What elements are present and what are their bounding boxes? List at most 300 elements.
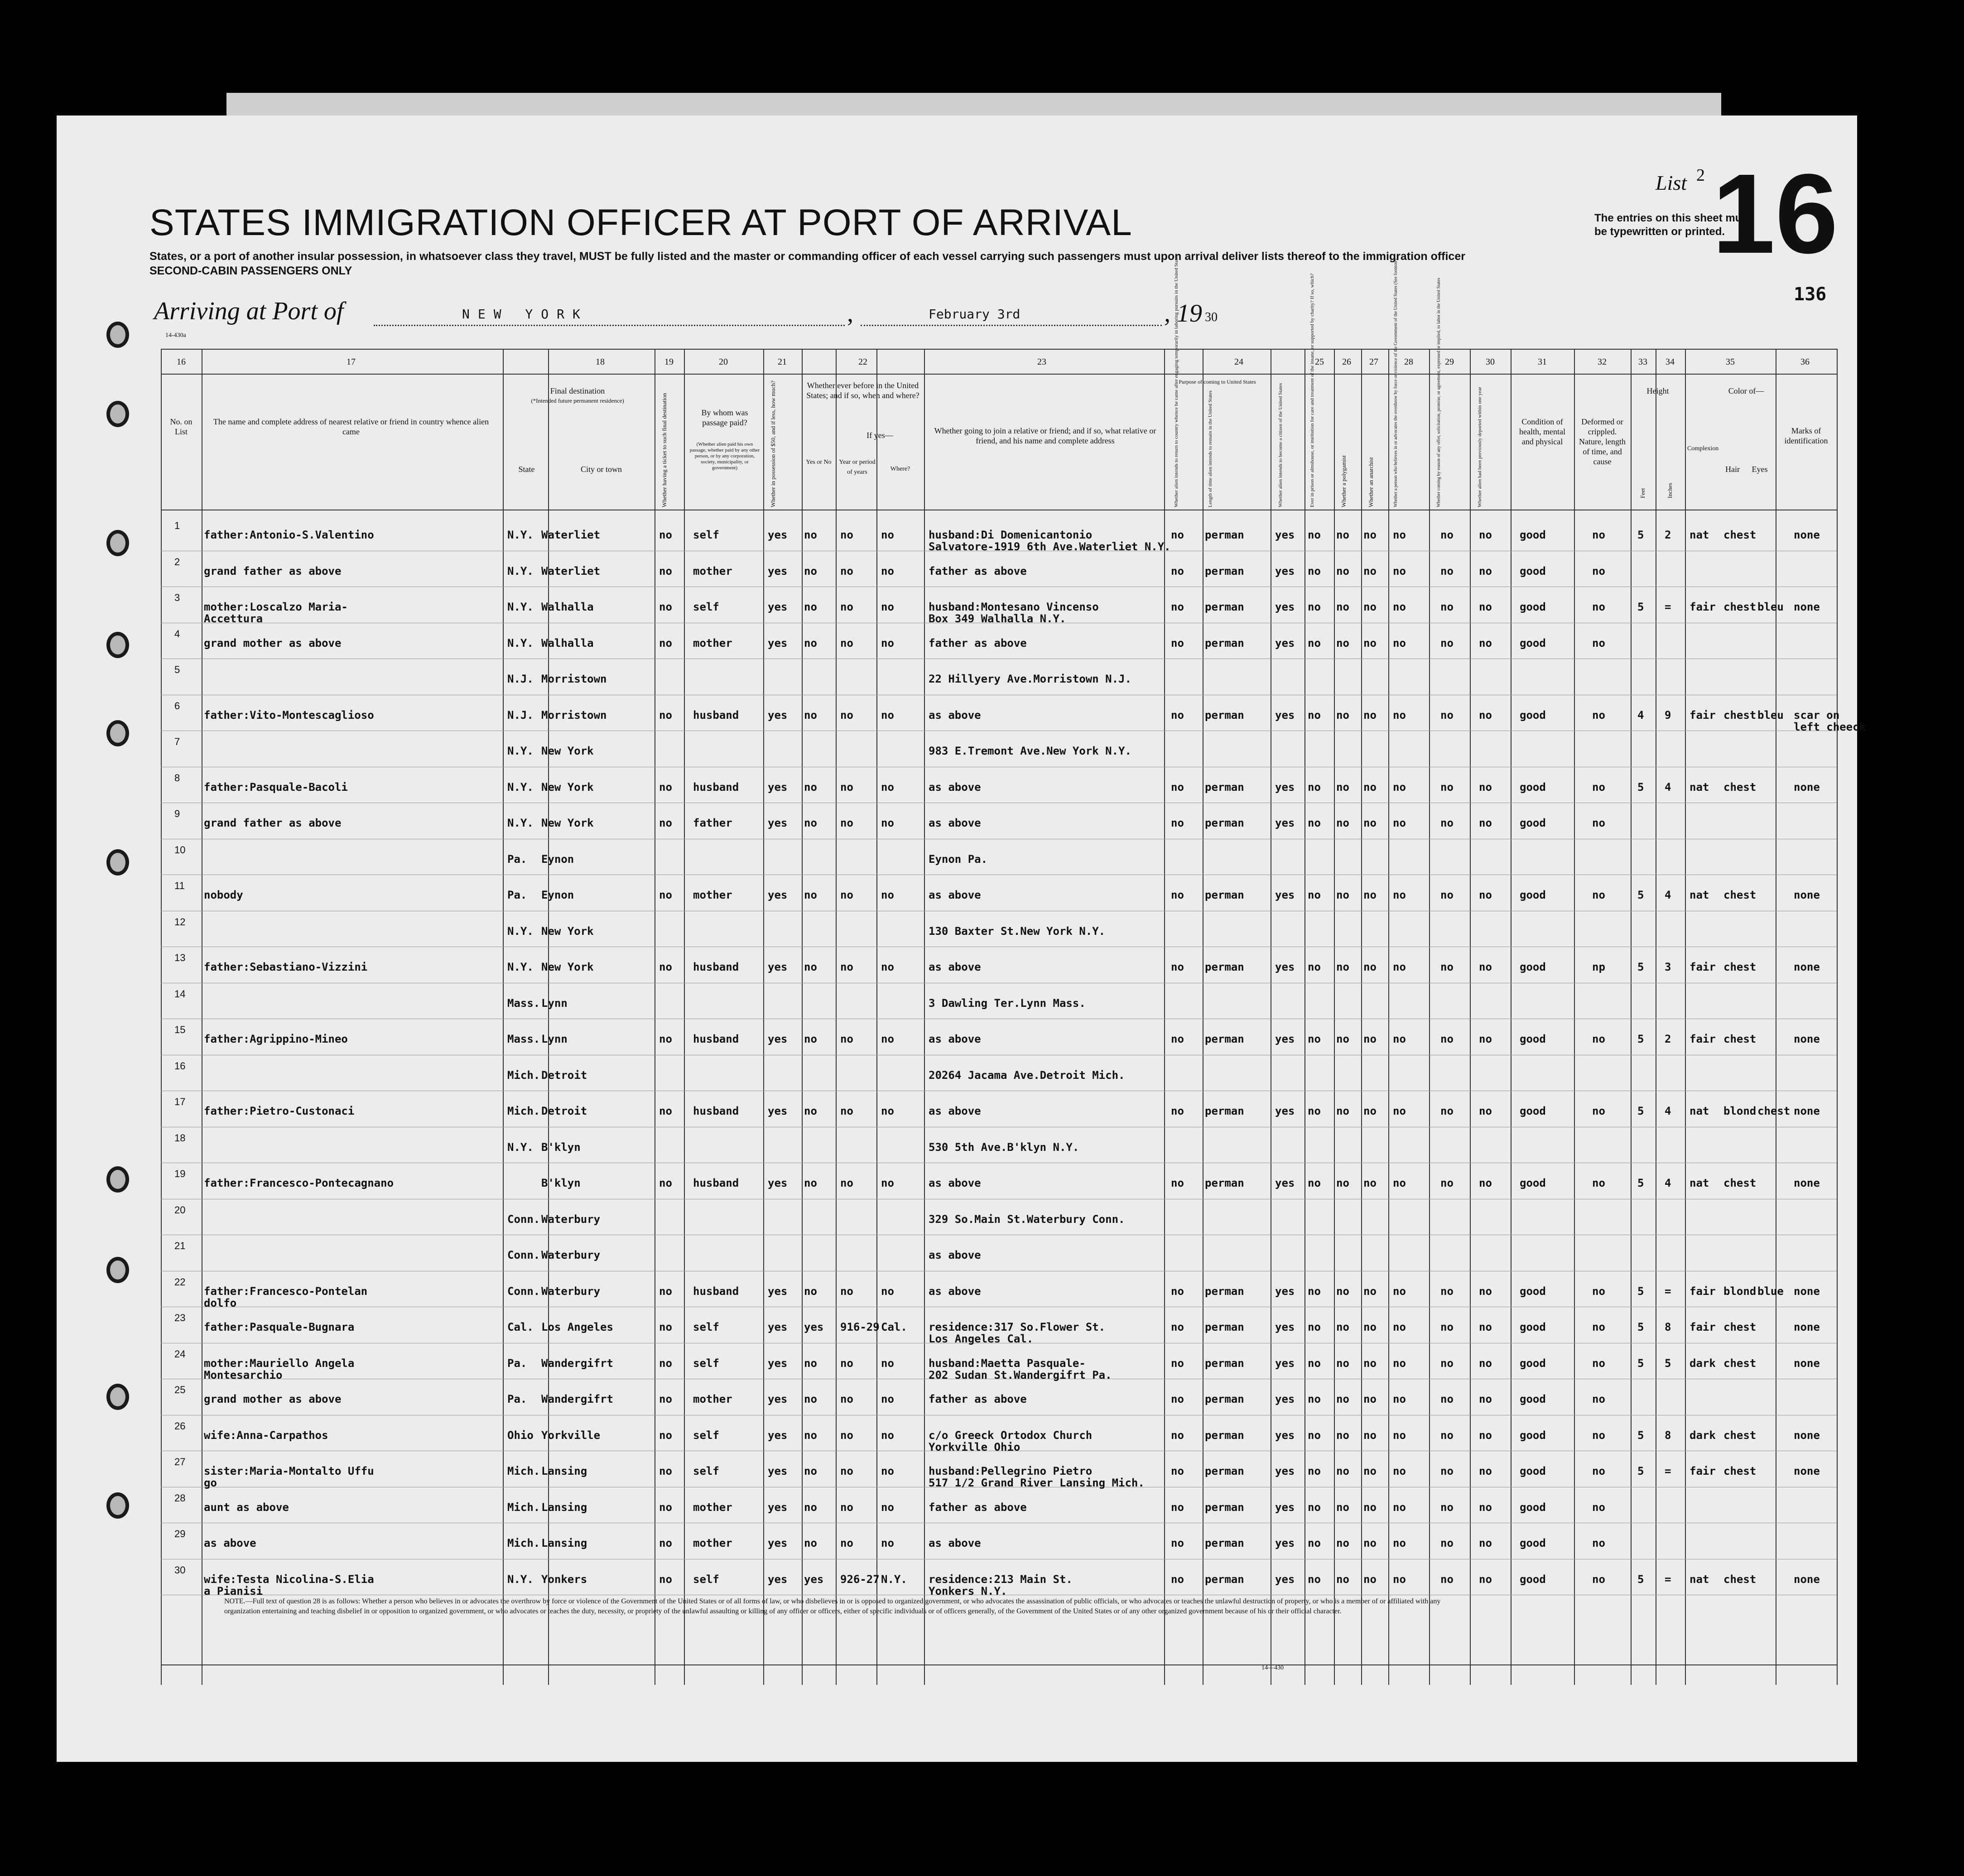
table-row: [161, 1453, 1837, 1489]
cell-c: no: [1363, 1429, 1377, 1442]
cell-mk: none: [1794, 1429, 1820, 1442]
cell-m: yes: [768, 961, 788, 973]
cell-city: New York: [541, 961, 594, 973]
cell-f: no: [1479, 1177, 1492, 1189]
cell-b: no: [1336, 708, 1349, 722]
cell-b: no: [1336, 1501, 1349, 1514]
cell-f: no: [1479, 1356, 1492, 1370]
cell-m: yes: [768, 1573, 788, 1586]
row-number: 28: [174, 1492, 186, 1504]
cell-wh: Cal.: [881, 1321, 907, 1333]
cell-pay: mother: [693, 889, 732, 901]
row-number: 24: [174, 1348, 186, 1360]
cell-e: no: [1440, 817, 1454, 829]
cell-d: no: [1393, 564, 1406, 577]
cell-m: yes: [768, 1465, 788, 1477]
table-row: [161, 1057, 1837, 1093]
row-number: 14: [174, 988, 186, 1000]
cell-ft: 5: [1637, 1573, 1644, 1586]
row-number: 4: [174, 628, 180, 640]
cell-in: 4: [1665, 1105, 1671, 1117]
cell-wh: no: [881, 1033, 894, 1045]
cell-df: no: [1592, 1501, 1605, 1514]
cell-ev: no: [804, 636, 817, 649]
cell-join: as above: [929, 1033, 981, 1045]
cell-df: np: [1592, 961, 1605, 973]
cell-p1: no: [1171, 780, 1184, 794]
cell-rel: grand mother as above: [204, 1393, 342, 1405]
cell-hl: good: [1520, 636, 1546, 649]
cell-join: as above: [929, 708, 981, 722]
cell-join: 20264 Jacama Ave.Detroit Mich.: [929, 1068, 1125, 1082]
cell-ev: no: [804, 1465, 817, 1477]
cell-m: yes: [768, 529, 788, 541]
cell-join-line2: Box 349 Walhalla N.Y.: [929, 612, 1066, 625]
cell-ft: 5: [1637, 889, 1644, 901]
row-number: 30: [174, 1564, 186, 1576]
cell-ev: no: [804, 1033, 817, 1045]
cell-st: Pa.: [507, 1393, 527, 1405]
cell-p3: yes: [1275, 1429, 1295, 1442]
row-number: 10: [174, 844, 186, 856]
row-number: 23: [174, 1312, 186, 1323]
cell-ev: no: [804, 1537, 817, 1549]
cell-join: husband:Pellegrino Pietro: [929, 1465, 1093, 1477]
cell-cx: fair: [1690, 1321, 1716, 1333]
cell-ev: no: [804, 529, 817, 541]
header-passage-note: (Whether alien paid his own passage, whether paid by any other person, or by any corporation, society, municipality, or government): [689, 442, 760, 471]
cell-m: yes: [768, 1284, 788, 1298]
punch-hole: [106, 632, 129, 658]
cell-hr: chest: [1723, 529, 1757, 541]
cell-st: N.Y.: [507, 636, 534, 649]
cell-pay: mother: [693, 1537, 732, 1549]
colnum: 32: [1598, 357, 1607, 367]
row-number: 8: [174, 772, 180, 784]
cell-hl: good: [1520, 817, 1546, 829]
cell-rel: father:Francesco-Pontecagnano: [204, 1177, 394, 1189]
cell-rel: father:Francesco-Pontelan: [204, 1284, 368, 1298]
cell-hr: chest: [1723, 708, 1757, 722]
arrival-port: NEW YORK: [462, 307, 588, 322]
cell-p2: perman: [1205, 1393, 1244, 1405]
cell-e: no: [1440, 780, 1454, 794]
cell-d: no: [1393, 601, 1406, 613]
cell-c: no: [1363, 1105, 1377, 1117]
cell-mk: scar on: [1794, 708, 1840, 722]
cell-hr: chest: [1723, 1356, 1757, 1370]
cell-c: no: [1363, 1321, 1377, 1333]
cell-tk: no: [659, 1284, 672, 1298]
cell-p1: no: [1171, 636, 1184, 649]
cell-yr: no: [840, 961, 853, 973]
cell-rel: wife:Testa Nicolina-S.Elia: [204, 1573, 374, 1586]
cell-city: Detroit: [541, 1105, 587, 1117]
cell-ey: bleu: [1757, 708, 1784, 722]
cell-join: husband:Di Domenicantonio: [929, 529, 1093, 541]
cell-d: no: [1393, 1105, 1406, 1117]
cell-f: no: [1479, 1573, 1492, 1586]
cell-pay: self: [693, 1429, 719, 1442]
cell-f: no: [1479, 961, 1492, 973]
cell-a: no: [1308, 1284, 1321, 1298]
cell-tk: no: [659, 1356, 672, 1370]
cell-st: N.J.: [507, 708, 534, 722]
header-relative: The name and complete address of nearest relative or friend in country whence alien came: [213, 417, 489, 436]
page-title: STATES IMMIGRATION OFFICER AT PORT OF ARRIVAL: [149, 202, 1132, 243]
cell-ev: yes: [804, 1573, 824, 1586]
cell-a: no: [1308, 1321, 1321, 1333]
cell-wh: no: [881, 1356, 894, 1370]
grid-line: [161, 1664, 1837, 1665]
cell-join: 983 E.Tremont Ave.New York N.Y.: [929, 745, 1131, 757]
cell-b: no: [1336, 1573, 1349, 1586]
cell-d: no: [1393, 1033, 1406, 1045]
header-where: Where?: [890, 466, 910, 472]
cell-hr: chest: [1723, 1429, 1757, 1442]
cell-pay: mother: [693, 636, 732, 649]
cell-a: no: [1308, 1177, 1321, 1189]
cell-st: N.J.: [507, 673, 534, 685]
table-row: [161, 1381, 1837, 1417]
cell-city: Waterbury: [541, 1249, 601, 1261]
cell-city: New York: [541, 780, 594, 794]
cell-join-line2: Los Angeles Cal.: [929, 1332, 1034, 1345]
cell-e: no: [1440, 1537, 1454, 1549]
punch-hole: [106, 1166, 129, 1193]
cell-p2: perman: [1205, 636, 1244, 649]
cell-join: 329 So.Main St.Waterbury Conn.: [929, 1212, 1125, 1226]
entries-note: The entries on this sheet must be typewritten or printed.: [1594, 212, 1752, 238]
cell-tk: no: [659, 1321, 672, 1333]
cell-ev: no: [804, 1105, 817, 1117]
cell-rel: aunt as above: [204, 1501, 289, 1514]
cell-join: as above: [929, 780, 981, 794]
cell-ft: 5: [1637, 1033, 1644, 1045]
cell-rel: grand father as above: [204, 564, 342, 577]
cell-f: no: [1479, 1321, 1492, 1333]
cell-ev: no: [804, 1284, 817, 1298]
cell-city: B'klyn: [541, 1177, 581, 1189]
cell-d: no: [1393, 1177, 1406, 1189]
cell-p1: no: [1171, 1393, 1184, 1405]
cell-join: c/o Greeck Ortodox Church: [929, 1429, 1093, 1442]
cell-st: N.Y.: [507, 780, 534, 794]
cell-ft: 5: [1637, 1321, 1644, 1333]
cell-cx: nat: [1690, 1105, 1709, 1117]
cell-ft: 5: [1637, 780, 1644, 794]
cell-a: no: [1308, 889, 1321, 901]
row-number: 17: [174, 1096, 186, 1107]
cell-b: no: [1336, 889, 1349, 901]
footnote: NOTE.—Full text of question 28 is as follows: Whether a person who believes in or advocates the overthrow by force or violence of the Government of the United States or of all forms of law, or who disbelieves in or is opposed to organized government, or who advocates the assassination of public officials, or who advocates or teaches the unlawful destruction of property, or who is a member of or affiliated with any organization entertaining and teaching disbelief in or opposition to organized government, or who advocates or teaches the duty, necessity, or propriety of the unlawful assaulting or killing of any officer or officers, either of specific individuals or of officers generally, of the Government of the United States or of any other organized government because of his or their official character.: [224, 1597, 1441, 1615]
cell-pay: self: [693, 529, 719, 541]
colnum: 21: [778, 357, 787, 367]
cell-e: no: [1440, 1321, 1454, 1333]
cell-tk: no: [659, 601, 672, 613]
cell-e: no: [1440, 1105, 1454, 1117]
cell-f: no: [1479, 1465, 1492, 1477]
cell-d: no: [1393, 1321, 1406, 1333]
cell-f: no: [1479, 636, 1492, 649]
row-number: 13: [174, 952, 186, 963]
row-number: 21: [174, 1240, 186, 1251]
colnum: 23: [1037, 357, 1046, 367]
cell-join-line2: Salvatore-1919 6th Ave.Waterliet N.Y.: [929, 540, 1171, 553]
cell-pay: mother: [693, 564, 732, 577]
cell-tk: no: [659, 708, 672, 722]
cell-d: no: [1393, 529, 1406, 541]
cell-p2: perman: [1205, 1537, 1244, 1549]
cell-pay: self: [693, 1321, 719, 1333]
punch-hole: [106, 720, 129, 746]
cell-yr: no: [840, 1105, 853, 1117]
cell-p3: yes: [1275, 529, 1295, 541]
cell-tk: no: [659, 1537, 672, 1549]
cell-join: as above: [929, 1284, 981, 1298]
header-hair: Hair: [1725, 465, 1740, 474]
cell-join: as above: [929, 889, 981, 901]
colnum: 33: [1638, 357, 1647, 367]
cell-p3: yes: [1275, 1573, 1295, 1586]
cell-b: no: [1336, 529, 1349, 541]
header-inches: Inches: [1666, 483, 1673, 498]
cell-in: 3: [1665, 961, 1671, 973]
colnum: 29: [1445, 357, 1454, 367]
cell-p1: no: [1171, 817, 1184, 829]
cell-e: no: [1440, 1465, 1454, 1477]
cell-e: no: [1440, 1284, 1454, 1298]
cell-wh: N.Y.: [881, 1573, 907, 1586]
cell-f: no: [1479, 564, 1492, 577]
cell-e: no: [1440, 1429, 1454, 1442]
cell-join: husband:Montesano Vincenso: [929, 601, 1099, 613]
cell-d: no: [1393, 1465, 1406, 1477]
colnum: 28: [1404, 357, 1413, 367]
cell-city: Los Angeles: [541, 1321, 613, 1333]
cell-p3: yes: [1275, 889, 1295, 901]
table-row: [161, 1417, 1837, 1453]
cell-e: no: [1440, 1356, 1454, 1370]
cell-city: Wandergifrt: [541, 1393, 613, 1405]
cell-in: 2: [1665, 529, 1671, 541]
cell-wh: no: [881, 1105, 894, 1117]
cell-p3: yes: [1275, 1284, 1295, 1298]
cell-m: yes: [768, 1356, 788, 1370]
cell-hl: good: [1520, 1356, 1546, 1370]
cell-rel: father:Pasquale-Bacoli: [204, 780, 348, 794]
colnum: 16: [177, 357, 186, 367]
cell-p2: perman: [1205, 1033, 1244, 1045]
cell-join-line2: 202 Sudan St.Wandergifrt Pa.: [929, 1368, 1112, 1381]
cell-join: as above: [929, 817, 981, 829]
grid-line: [161, 349, 1837, 350]
row-number: 29: [174, 1528, 186, 1539]
punch-hole: [106, 1384, 129, 1410]
cell-yr: no: [840, 1537, 853, 1549]
cell-p3: yes: [1275, 1177, 1295, 1189]
cell-p2: perman: [1205, 1356, 1244, 1370]
cell-c: no: [1363, 1537, 1377, 1549]
cell-m: yes: [768, 708, 788, 722]
cell-a: no: [1308, 1105, 1321, 1117]
cell-m: yes: [768, 780, 788, 794]
row-number: 26: [174, 1420, 186, 1432]
cell-df: no: [1592, 1105, 1605, 1117]
cell-p3: yes: [1275, 564, 1295, 577]
cell-a: no: [1308, 636, 1321, 649]
cell-st: Pa.: [507, 889, 527, 901]
cell-df: no: [1592, 889, 1605, 901]
cell-pay: mother: [693, 1393, 732, 1405]
cell-wh: no: [881, 889, 894, 901]
colnum: 19: [664, 357, 674, 367]
cell-p3: yes: [1275, 1393, 1295, 1405]
cell-st: N.Y.: [507, 745, 534, 757]
cell-join: 3 Dawling Ter.Lynn Mass.: [929, 996, 1086, 1010]
cell-c: no: [1363, 817, 1377, 829]
cell-rel: father:Agrippino-Mineo: [204, 1033, 348, 1045]
cell-in: 4: [1665, 780, 1671, 794]
cell-c: no: [1363, 529, 1377, 541]
cell-wh: no: [881, 529, 894, 541]
table-row: [161, 841, 1837, 877]
cell-tk: no: [659, 889, 672, 901]
cell-join: father as above: [929, 636, 1027, 649]
header-no-on-list: No. on List: [170, 417, 193, 436]
cell-m: yes: [768, 1321, 788, 1333]
row-number: 22: [174, 1276, 186, 1288]
table-row: [161, 769, 1837, 805]
punch-hole: [106, 322, 129, 348]
cell-p3: yes: [1275, 1321, 1295, 1333]
header-yes-or-no: Yes or No: [806, 459, 832, 466]
list-big-number: 16: [1712, 150, 1839, 277]
cell-hr: chest: [1723, 961, 1757, 973]
cell-city: Waterliet: [541, 529, 601, 541]
cell-df: no: [1592, 1033, 1605, 1045]
header-money: Whether in possession of $50, and if less, how much?: [770, 380, 776, 507]
cell-ev: no: [804, 961, 817, 973]
cell-pay: father: [693, 817, 732, 829]
cell-rel: grand father as above: [204, 817, 342, 829]
cell-f: no: [1479, 1105, 1492, 1117]
cell-m: yes: [768, 1393, 788, 1405]
cell-ev: yes: [804, 1321, 824, 1333]
cell-ev: no: [804, 564, 817, 577]
cell-b: no: [1336, 961, 1349, 973]
cell-in: 4: [1665, 889, 1671, 901]
cell-join: residence:213 Main St.: [929, 1573, 1073, 1586]
cell-tk: no: [659, 1177, 672, 1189]
cell-e: no: [1440, 564, 1454, 577]
cell-df: no: [1592, 529, 1605, 541]
table-row: [161, 1308, 1837, 1345]
cell-a: no: [1308, 1356, 1321, 1370]
cell-tk: no: [659, 1393, 672, 1405]
cell-cx: fair: [1690, 1284, 1716, 1298]
table-row: [161, 1345, 1837, 1381]
cell-p1: no: [1171, 1501, 1184, 1514]
cell-yr: no: [840, 708, 853, 722]
cell-m: yes: [768, 636, 788, 649]
cell-hl: good: [1520, 1177, 1546, 1189]
cell-m: yes: [768, 1033, 788, 1045]
cell-city: Detroit: [541, 1068, 587, 1082]
cell-yr: no: [840, 1356, 853, 1370]
cell-mk: none: [1794, 529, 1820, 541]
row-number: 25: [174, 1384, 186, 1395]
cell-rel-line2: Accettura: [204, 612, 263, 625]
cell-b: no: [1336, 817, 1349, 829]
header-anarchist: Whether an anarchist: [1367, 457, 1374, 507]
cell-yr: 916-29: [840, 1321, 880, 1333]
cell-pay: self: [693, 1465, 719, 1477]
cell-wh: no: [881, 1429, 894, 1442]
cell-ey: bleu: [1757, 601, 1784, 613]
cell-hl: good: [1520, 1429, 1546, 1442]
cell-join-line2: Yorkville Ohio: [929, 1440, 1021, 1453]
cell-pay: self: [693, 601, 719, 613]
year-prefix: , 19: [1164, 299, 1202, 327]
cell-pay: husband: [693, 1033, 739, 1045]
cell-b: no: [1336, 1537, 1349, 1549]
cell-cx: fair: [1690, 1033, 1716, 1045]
cell-in: 4: [1665, 1177, 1671, 1189]
table-row: [161, 1201, 1837, 1237]
cell-b: no: [1336, 601, 1349, 613]
cell-f: no: [1479, 1284, 1492, 1298]
cell-a: no: [1308, 601, 1321, 613]
table-row: [161, 1273, 1837, 1309]
cell-mk: none: [1794, 1033, 1820, 1045]
cell-wh: no: [881, 601, 894, 613]
cell-p3: yes: [1275, 1356, 1295, 1370]
cell-d: no: [1393, 889, 1406, 901]
cell-ft: 5: [1637, 601, 1644, 613]
cell-e: no: [1440, 961, 1454, 973]
cell-hl: good: [1520, 529, 1546, 541]
cell-p2: perman: [1205, 1465, 1244, 1477]
cell-c: no: [1363, 1393, 1377, 1405]
cell-rel: mother:Loscalzo Maria-: [204, 601, 348, 613]
cell-ft: 5: [1637, 1177, 1644, 1189]
colnum: 31: [1538, 357, 1547, 367]
cell-city: New York: [541, 817, 594, 829]
form-code-small: 14-430a: [165, 332, 186, 339]
header-final-destination-note: (*Intended future permanent residence): [531, 397, 624, 404]
header-ticket: Whether having a ticket to such final destination: [661, 393, 668, 507]
cell-p2: perman: [1205, 1321, 1244, 1333]
date-dotline: [861, 325, 1162, 326]
colnum: 17: [347, 357, 356, 367]
header-length: Length of time alien intends to remain in the United States: [1208, 390, 1213, 507]
table-row: [161, 948, 1837, 985]
cell-p1: no: [1171, 1356, 1184, 1370]
cell-a: no: [1308, 1033, 1321, 1045]
cell-a: no: [1308, 1429, 1321, 1442]
page-subtitle: States, or a port of another insular possession, in whatsoever class they travel, MUST be fully listed and the master or commanding officer of each vessel carrying such passengers must upon arrival deliver lists thereof to the immigration officer SECOND-CABIN PASSENGERS ONLY: [149, 250, 1465, 277]
cell-a: no: [1308, 780, 1321, 794]
header-before-us: Whether ever before in the United States; and if so, when and where?: [806, 381, 919, 400]
cell-pay: husband: [693, 1284, 739, 1298]
cell-tk: no: [659, 564, 672, 577]
cell-pay: self: [693, 1356, 719, 1370]
table-row: [161, 1020, 1837, 1057]
cell-p2: perman: [1205, 1501, 1244, 1514]
cell-ey: blue: [1757, 1284, 1784, 1298]
cell-rel-line2: go: [204, 1477, 217, 1489]
